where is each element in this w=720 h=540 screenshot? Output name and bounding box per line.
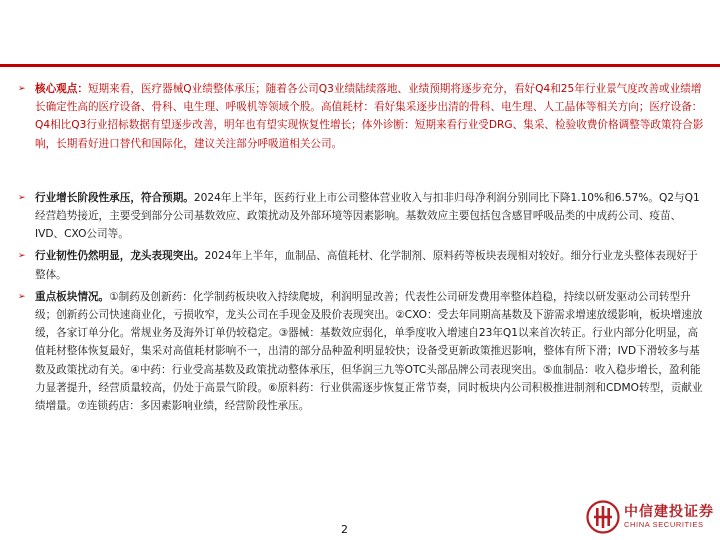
core-view-bullet — [14, 80, 708, 153]
slide-body — [14, 80, 708, 415]
logo-chinese-name: 中信建投证券 — [624, 504, 714, 520]
item-text: 2024年上半年，血制品、高值耗材、化学制剂、原料药等板块表现相对较好。细分行业龙头整体表现好于整体。 — [35, 250, 698, 281]
list-item — [14, 247, 708, 283]
arrow-bullet-icon: ➢ — [18, 251, 26, 262]
company-logo — [586, 500, 714, 534]
company-emblem-icon — [586, 500, 620, 534]
arrow-bullet-icon: ➢ — [18, 84, 26, 94]
page-number: 2 — [341, 523, 348, 536]
arrow-bullet-icon: ➢ — [18, 291, 26, 302]
item-heading: 重点板块情况。 — [35, 290, 110, 303]
core-view-heading: 核心观点： — [35, 83, 88, 95]
core-view-text: 短期来看，医疗器械Q业绩整体承压；随着各公司Q3业绩陆续落地、业绩预期将逐步充分，看好Q4和25年行业景气度改善或业绩增长确定性高的医疗设备、骨科、电生理、呼吸机等领域个股。高值耗材：看好集采逐步出清的骨科、电生理、人工晶体等相关方向；医疗设备：Q4相比Q3行业招标数据有望逐步改善，明年也有望实现恢复性增长；体外诊断：短期来看行业受DRG、集采、检验收费价格调整等政策符合影响，长期看好进口替代和国际化，建议关注部分呼吸道相关公司。 — [35, 83, 704, 150]
list-item — [14, 189, 708, 244]
item-text: ①制药及创新药：化学制药板块收入持续爬坡，利润明显改善；代表性公司研发费用率整体趋稳，持续以研发驱动公司转型升级；创新药公司快速商业化，亏损收窄，龙头公司在手现金及股价表现突出。②CXO：受去年同期高基数及下游需求增速放缓影响，板块增速放缓，各家订单分化。常规业务及海外订单仍较稳定。③器械：基数效应弱化，单季度收入增速自23年Q1以来首次转正。行业内部分化明显，高值耗材整体恢复最好，集采对高值耗材影响不一，出清的部分品种盈利明显较快；设备受更新政策推迟影响，整体有所下滑；IVD下滑较多与基数及政策扰动有关。④中药：行业受高基数及政策扰动整体承压，但华润三九等OTC头部品牌公司表现突出。⑤血制品：收入稳步增长，盈利能力显著提升，经营质量较高，仍处于高景气阶段。⑥原料药：行业供需逐步恢复正常节奏，同时板块内公司积极推进制剂和CDMO转型，贡献业绩增量。⑦连锁药店：多因素影响业绩，经营阶段性承压。 — [35, 290, 703, 413]
item-text: 2024年上半年，医药行业上市公司整体营业收入与扣非归母净利润分别同比下降1.10%和6.57%。Q2与Q1经营趋势接近，主要受到部分公司基数效应、政策扰动及外部环境等因素影响。基数效应主要包括包含感冒呼吸品类的中成药公司、疫苗、IVD、CXO公司等。 — [35, 191, 700, 241]
list-item — [14, 288, 708, 415]
header-divider — [0, 64, 720, 67]
logo-english-name: CHINA SECURITIES — [624, 520, 704, 529]
item-heading: 行业增长阶段性承压，符合预期。 — [35, 191, 194, 204]
item-heading: 行业韧性仍然明显，龙头表现突出。 — [35, 250, 205, 263]
arrow-bullet-icon: ➢ — [18, 192, 26, 203]
